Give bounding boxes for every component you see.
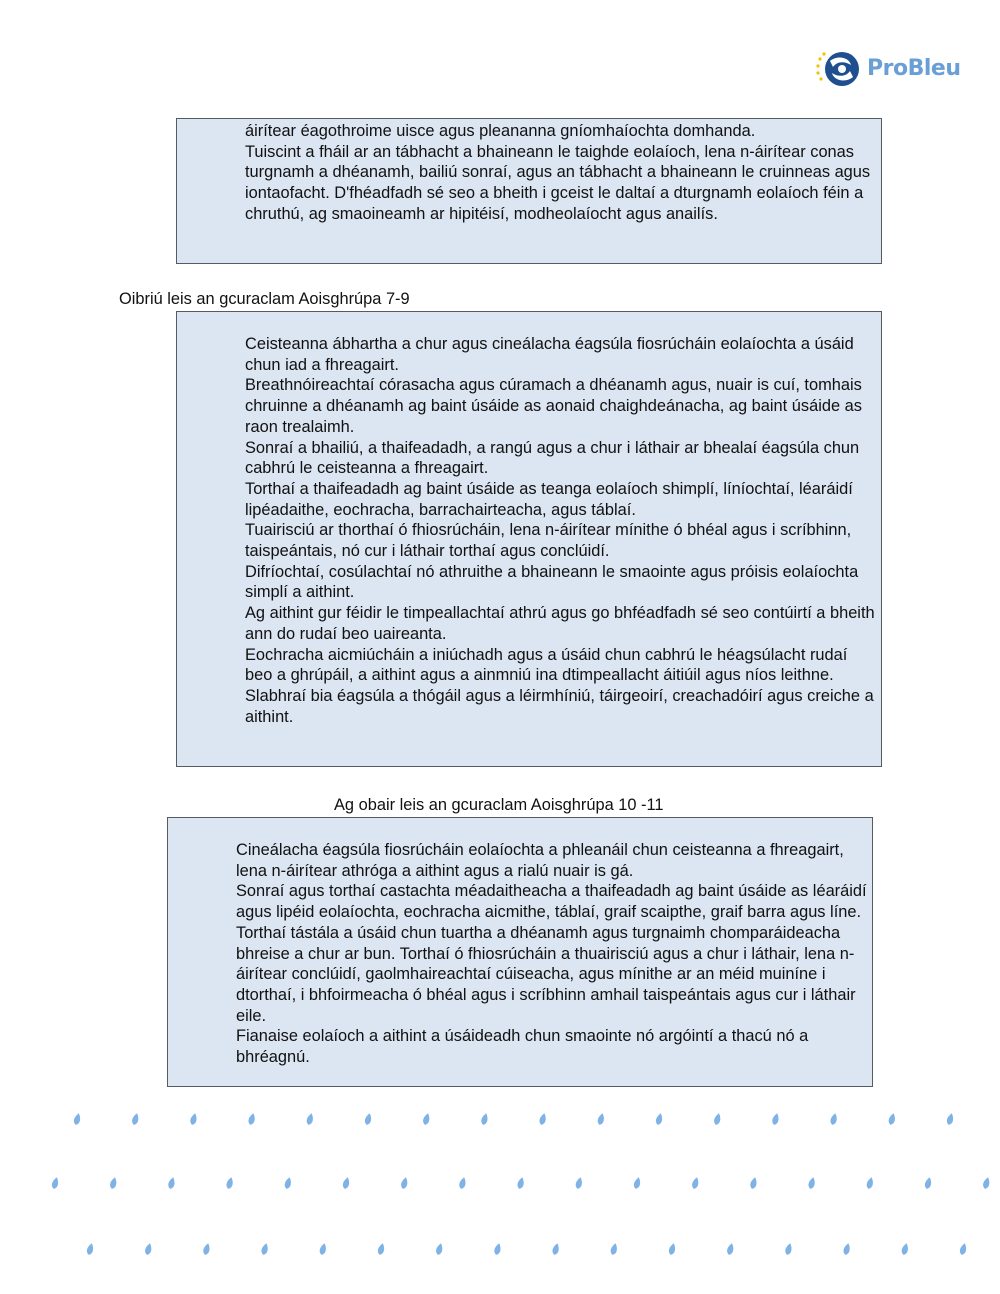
droplet-icon [946,1112,955,1125]
droplet-icon [422,1112,431,1125]
probleu-emblem-icon [815,47,865,91]
droplet-icon [284,1176,293,1189]
droplet-icon [551,1242,560,1255]
objective-line: áirítear éagothroime uisce agus pleananna gníomhaíochta domhanda. [245,122,756,140]
droplet-icon [167,1176,176,1189]
droplet-icon [202,1242,211,1255]
droplet-icon [435,1242,444,1255]
droplet-icon [866,1176,875,1189]
droplet-icon [260,1242,269,1255]
droplet-icon [726,1242,735,1255]
droplet-icon [771,1112,780,1125]
logo-wordmark: ProBleu [867,56,961,81]
droplet-icon [888,1112,897,1125]
objective-line: Ag aithint gur féidir le timpeallachtaí athrú agus go bhféadfadh sé seo contúirtí a bheith ann do rudaí beo uaireanta. [245,604,875,643]
droplet-icon [959,1242,968,1255]
droplet-icon [655,1112,664,1125]
objectives-box-age-10-11 [167,817,873,1087]
section-heading-age-7-9: Oibriú leis an gcuraclam Aoisghrúpa 7-9 [119,290,410,308]
objective-line: Sonraí a bhailiú, a thaifeadadh, a rangú agus a chur i láthair ar bhealaí éagsúla chun cabhrú le ceisteanna a fhreagairt. [245,438,860,478]
droplet-icon [538,1112,547,1125]
objective-line: Tuairisciú ar thorthaí ó fhiosrúcháin, lena n-áirítear mínithe ó bhéal agus i scríbhinn, taispeántais, nó cur i láthair torthaí agus conclúidí. [245,521,852,561]
droplet-icon [319,1242,328,1255]
droplet-icon [131,1112,140,1125]
droplet-icon [51,1176,60,1189]
droplet-icon [924,1176,933,1189]
droplet-icon [575,1176,584,1189]
droplet-icon [225,1176,234,1189]
droplet-icon [713,1112,722,1125]
objective-line: Difríochtaí, cosúlachtaí nó athruithe a bhaineann le smaointe agus próisis eolaíochta simplí a aithint. [245,562,859,602]
objective-line: Ceisteanna ábhartha a chur agus cineálacha éagsúla fiosrúcháin eolaíochta a úsáid chun iad a fhreagairt. [245,335,854,374]
objective-line: Tuiscint a fháil ar an tábhacht a bhaineann le taighde eolaíoch, lena n-áirítear conas turgnamh a dhéanamh, bailiú sonraí, agus an tábhacht a bhaineann le cruinneas agus iontaofacht. D'fhéadfadh sé seo a bheith i gceist le daltaí a dturgnamh eolaíoch féin a chruthú, ag smaoineamh ar hipitéisí, modheolaíocht agus anailís. [245,142,871,223]
droplet-pattern [0,1100,1000,1270]
droplet-icon [480,1112,489,1125]
objective-line: Torthaí tástála a úsáid chun tuartha a dhéanamh agus turgnaimh chomparáideacha bhreise a chur ar bun. Torthaí ó fhiosrúcháin a thuairisciú agus a chur i láthair, lena n-áirítear conclúidí, gaolmhaireachtaí cúiseacha, agus mínithe ar an méid muiníne i dtorthaí, i bhfoirmeacha ó bhéal agus i scríbhinn amhail taispeántais agus cur i láthair eile. [236,923,856,1025]
droplet-icon [144,1242,153,1255]
objective-line: Sonraí agus torthaí castachta méadaitheacha a thaifeadadh ag baint úsáide as léaráidí agus lipéid eolaíochta, eochracha aicmithe, táblaí, graif scaipthe, graif barra agus líne. [236,882,867,922]
objective-line: Eochracha aicmiúcháin a iniúchadh agus a úsáid chun cabhrú le héagsúlacht rudaí beo a ghrúpáil, a aithint agus a ainmniú ina dtimpeallacht áitiúil agus níos leithne. [245,645,848,685]
droplet-icon [901,1242,910,1255]
droplet-icon [597,1112,606,1125]
objective-line: Breathnóireachtaí córasacha agus cúramach a dhéanamh agus, nuair is cuí, tomhais chruinne a dhéanamh ag baint úsáide as aonaid chaighdeánacha, ag baint úsáide as raon trealaimh. [245,376,862,436]
droplet-icon [377,1242,386,1255]
droplet-icon [247,1112,256,1125]
droplet-icon [691,1176,700,1189]
objective-line: Torthaí a thaifeadadh ag baint úsáide as teanga eolaíoch shimplí, líníochtaí, léaráidí lipéadaithe, eochracha, barrachairteacha, agus táblaí. [245,479,853,519]
droplet-icon [306,1112,315,1125]
droplet-icon [342,1176,351,1189]
droplet-icon [400,1176,409,1189]
droplet-icon [189,1112,198,1125]
objectives-box-age-7-9 [176,311,882,767]
droplet-icon [610,1242,619,1255]
droplet-icon [749,1176,758,1189]
droplet-icon [668,1242,677,1255]
droplet-icon [516,1176,525,1189]
droplet-icon [784,1242,793,1255]
droplet-icon [458,1176,467,1189]
objective-line: Slabhraí bia éagsúla a thógáil agus a léirmhíniú, táirgeoirí, creachadóirí agus creiche a aithint. [245,686,874,726]
droplet-icon [86,1242,95,1255]
objectives-box-continued [176,118,882,264]
droplet-icon [829,1112,838,1125]
objective-line: Fianaise eolaíoch a aithint a úsáideadh chun smaointe nó argóintí a thacú nó a bhréagnú. [236,1027,809,1067]
droplet-icon [364,1112,373,1125]
droplet-icon [633,1176,642,1189]
droplet-icon [493,1242,502,1255]
section-heading-age-10-11: Ag obair leis an gcuraclam Aoisghrúpa 10 -11 [334,796,664,814]
droplet-icon [842,1242,851,1255]
objective-line: Cineálacha éagsúla fiosrúcháin eolaíochta a phleanáil chun ceisteanna a fhreagairt, lena n-áirítear athróga a aithint agus a rialú nuair is gá. [236,841,844,880]
probleu-logo [815,47,965,91]
droplet-icon [73,1112,82,1125]
droplet-icon [807,1176,816,1189]
droplet-icon [109,1176,118,1189]
droplet-icon [982,1176,991,1189]
